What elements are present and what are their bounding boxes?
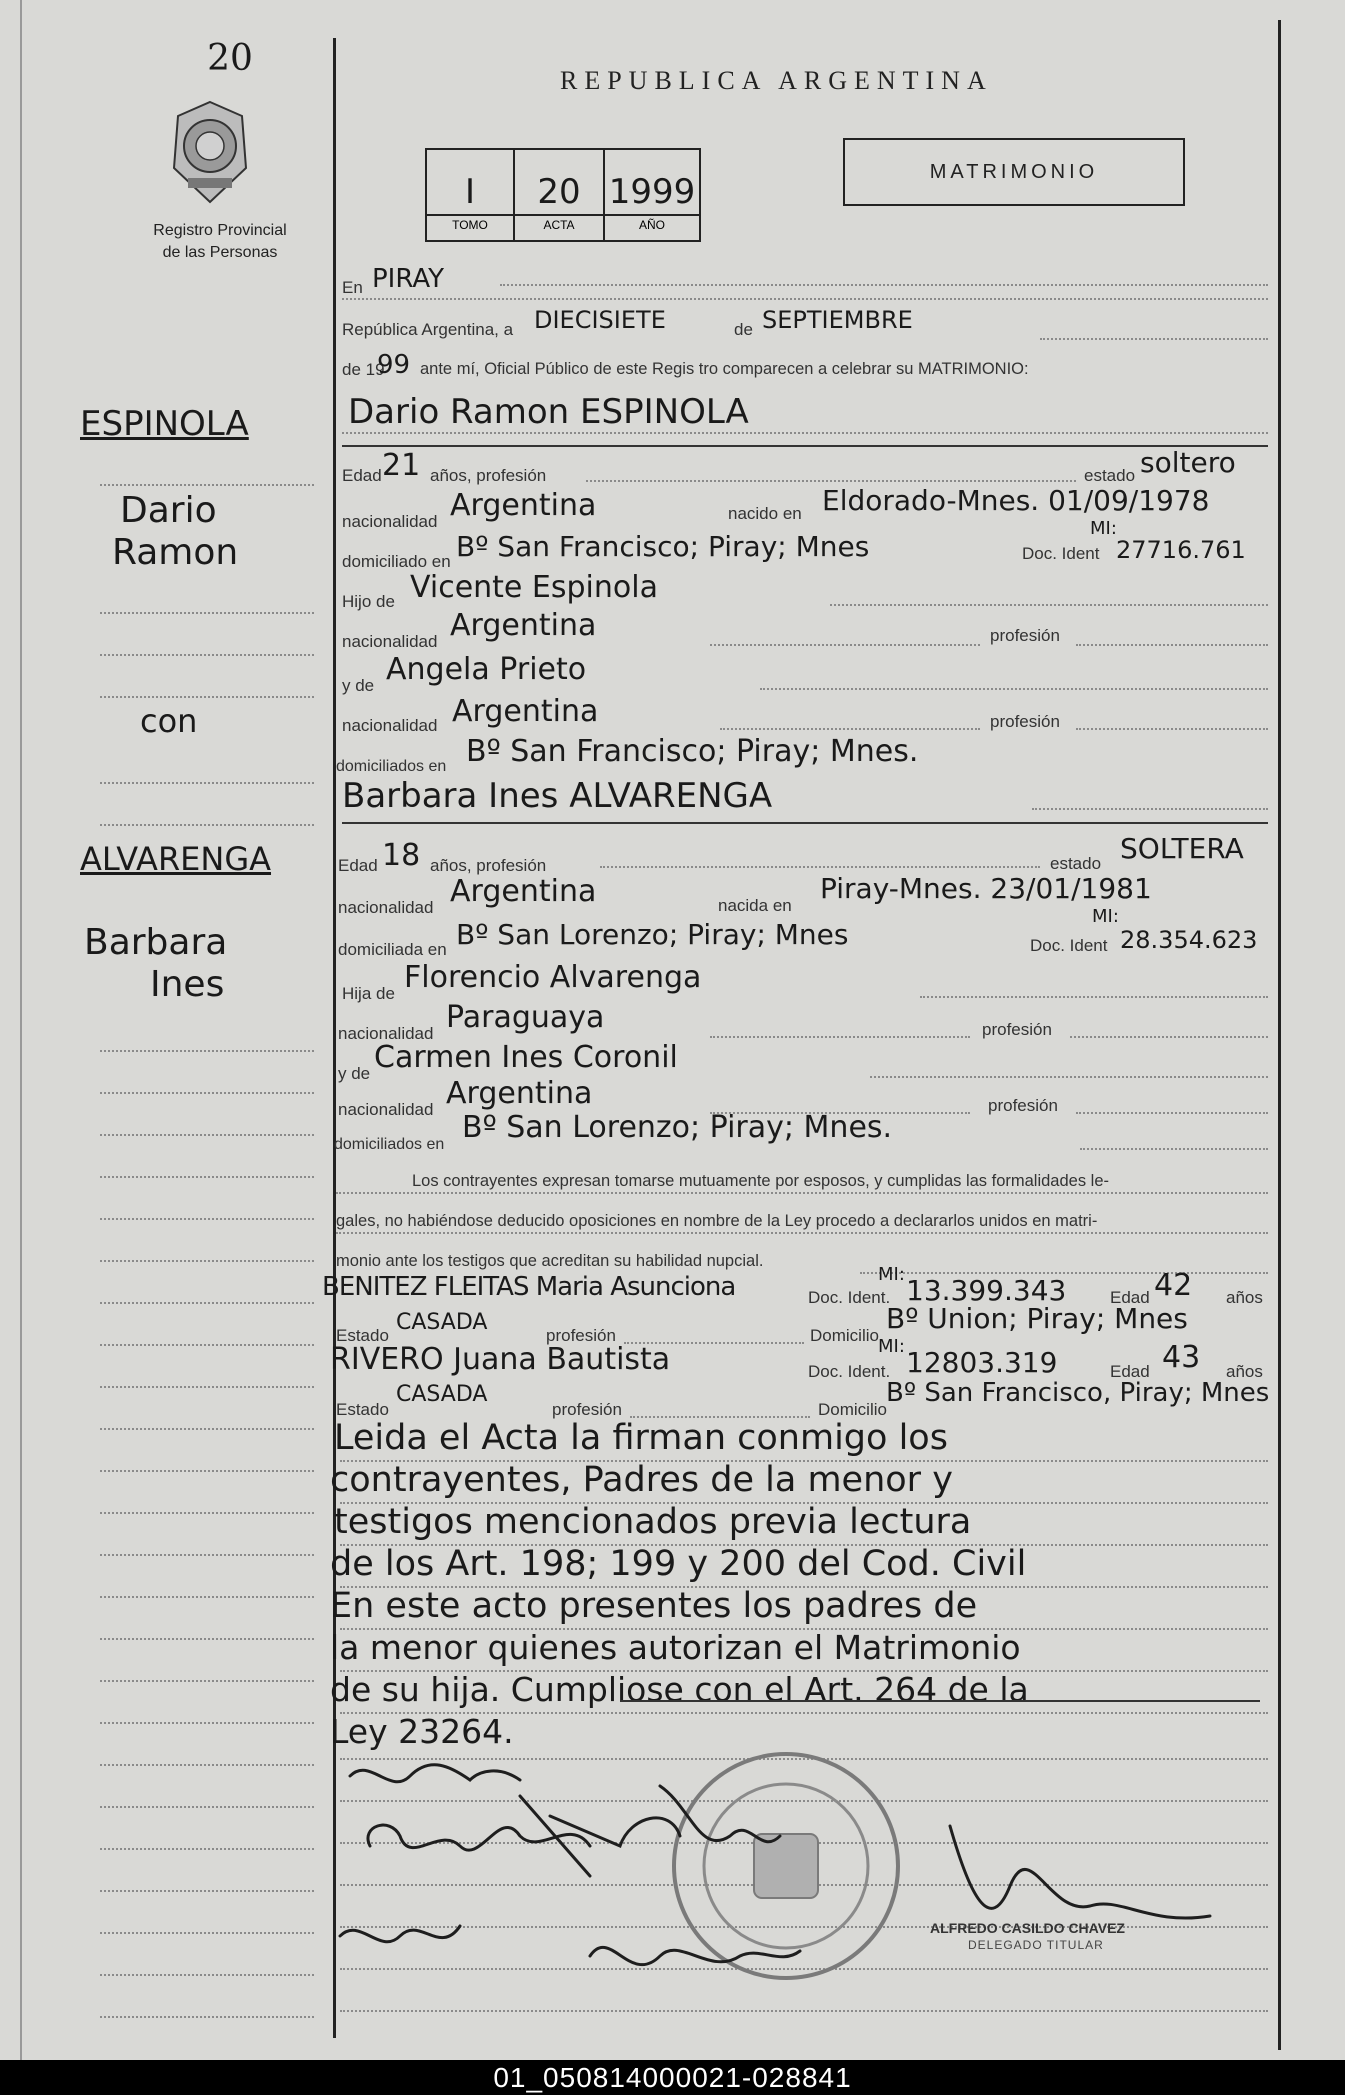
margin-bride-surname: ALVARENGA xyxy=(80,840,272,878)
bride-mother: Carmen Ines Coronil xyxy=(374,1040,678,1075)
groom-mother-nac: Argentina xyxy=(452,694,599,729)
margin-groom-name1: Dario xyxy=(120,490,217,531)
bride-nacionalidad-label: nacionalidad xyxy=(338,898,434,917)
groom-doc-label: Doc. Ident xyxy=(1022,544,1100,563)
witness1-doc-prefix: MI: xyxy=(878,1264,905,1285)
groom-y-de-label: y de xyxy=(342,676,375,695)
witness2-estado: CASADA xyxy=(396,1382,488,1407)
year-suffix: 99 xyxy=(377,350,411,380)
republica-label: República Argentina, a xyxy=(342,320,514,339)
groom-edad-label: Edad xyxy=(342,466,382,485)
declaration-line2: gales, no habiéndose deducido oposiciones en nombre de la Ley procedo a declararlos unidos en matri- xyxy=(336,1212,1098,1230)
intro-text: ante mí, Oficial Público de este Regis tro comparecen a celebrar su MATRIMONIO: xyxy=(420,360,1029,378)
margin-groom-name2: Ramon xyxy=(112,532,239,573)
witness2-domicilio-label: Domicilio xyxy=(818,1400,887,1419)
bride-parents-dom: Bº San Lorenzo; Piray; Mnes. xyxy=(462,1110,893,1145)
bride-domiciliada-label: domiciliada en xyxy=(338,940,447,959)
month-value: SEPTIEMBRE xyxy=(762,306,913,334)
groom-parents-dom: Bº San Francisco; Piray; Mnes. xyxy=(466,734,919,769)
declaration-line3: monio ante los testigos que acreditan su habilidad nupcial. xyxy=(336,1252,764,1270)
witness1-edad-label: Edad xyxy=(1110,1288,1150,1307)
groom-mother: Angela Prieto xyxy=(386,652,587,687)
bride-nacionalidad: Argentina xyxy=(450,874,597,909)
bride-mother-nac-label: nacionalidad xyxy=(338,1100,434,1119)
bride-estado-label: estado xyxy=(1050,854,1102,873)
groom-father-nac: Argentina xyxy=(450,608,597,643)
groom-estado: soltero xyxy=(1140,446,1236,479)
acta-label: ACTA xyxy=(543,218,575,232)
groom-domiciliado-label: domiciliado en xyxy=(342,552,451,571)
margin-bride-name1: Barbara xyxy=(84,922,228,963)
page-number: 20 xyxy=(207,38,253,79)
bride-estado: SOLTERA xyxy=(1120,832,1244,865)
acta-value: 20 xyxy=(537,172,581,212)
witness1-estado-label: Estado xyxy=(336,1326,389,1345)
witness2-edad-label: Edad xyxy=(1110,1362,1150,1381)
groom-age: 21 xyxy=(382,448,421,483)
image-id-footer: 01_050814000021-028841 xyxy=(0,2060,1345,2095)
declaration-line1: Los contrayentes expresan tomarse mutuamente por esposos, y cumplidas las formalidades le- xyxy=(412,1172,1110,1190)
year-prefix: de 19 xyxy=(342,360,385,379)
bride-mother-prof-label: profesión xyxy=(988,1096,1058,1115)
witness1-estado: CASADA xyxy=(396,1310,488,1335)
left-binding-line xyxy=(20,0,22,2060)
margin-con: con xyxy=(140,702,198,740)
signatures-drawing xyxy=(330,1736,1270,2026)
note-line-1: Leida el Acta la firman conmigo los xyxy=(334,1418,948,1458)
witness1-domicilio: Bº Union; Piray; Mnes xyxy=(886,1302,1188,1335)
en-label: En xyxy=(342,278,363,297)
groom-father: Vicente Espinola xyxy=(410,570,658,605)
groom-birth: Eldorado-Mnes. 01/09/1978 xyxy=(822,484,1210,517)
witness2-estado-label: Estado xyxy=(336,1400,389,1419)
bride-birth: Piray-Mnes. 23/01/1981 xyxy=(820,872,1152,905)
registry-name-line1: Registro Provincial xyxy=(153,222,287,239)
ano-value: 1999 xyxy=(608,172,696,212)
witness2-name: RIVERO Juana Bautista xyxy=(330,1342,671,1377)
groom-nacionalidad-label: nacionalidad xyxy=(342,512,438,531)
groom-doc: 27716.761 xyxy=(1116,536,1246,564)
groom-full-name: Dario Ramon ESPINOLA xyxy=(348,392,749,432)
groom-estado-label: estado xyxy=(1084,466,1136,485)
official-title: DELEGADO TITULAR xyxy=(968,1938,1104,1952)
witness2-anos-label: años xyxy=(1226,1362,1263,1381)
bride-anos-profesion-label: años, profesión xyxy=(430,856,547,875)
record-type-box xyxy=(843,138,1185,206)
groom-father-prof-label: profesión xyxy=(990,626,1060,645)
bride-parents-dom-label: domiciliados en xyxy=(334,1136,445,1153)
bride-father: Florencio Alvarenga xyxy=(404,960,702,995)
note-line-5: En este acto presentes los padres de xyxy=(330,1586,978,1626)
witness1-age: 42 xyxy=(1154,1268,1193,1303)
registry-name-line2: de las Personas xyxy=(162,244,278,261)
witness1-profesion-label: profesión xyxy=(546,1326,616,1345)
bride-full-name: Barbara Ines ALVARENGA xyxy=(342,776,773,816)
bride-hija-label: Hija de xyxy=(342,984,395,1003)
witness2-doc-label: Doc. Ident. xyxy=(808,1362,891,1381)
country-title: REPUBLICA ARGENTINA xyxy=(560,66,993,95)
bride-doc: 28.354.623 xyxy=(1120,926,1258,954)
right-border xyxy=(1278,20,1281,2050)
groom-hijo-label: Hijo de xyxy=(342,592,395,611)
bride-doc-prefix: MI: xyxy=(1092,906,1119,927)
witness1-name: BENITEZ FLEITAS Maria Asunciona xyxy=(322,1272,736,1302)
note-line-4: de los Art. 198; 199 y 200 del Cod. Civil xyxy=(330,1544,1027,1584)
groom-parents-dom-label: domiciliados en xyxy=(336,758,447,775)
margin-groom-surname: ESPINOLA xyxy=(80,404,249,444)
witness1-doc: 13.399.343 xyxy=(906,1274,1067,1307)
tomo-label: TOMO xyxy=(452,218,488,232)
witness1-domicilio-label: Domicilio xyxy=(810,1326,879,1345)
groom-doc-prefix: MI: xyxy=(1090,518,1117,539)
bride-father-prof-label: profesión xyxy=(982,1020,1052,1039)
day-de-label: de xyxy=(734,320,753,339)
registry-seal-icon xyxy=(168,98,252,208)
bride-section-top-rule xyxy=(342,822,1268,824)
witness2-domicilio: Bº San Francisco, Piray; Mnes xyxy=(886,1378,1270,1408)
witness2-doc: 12803.319 xyxy=(906,1346,1058,1379)
witness2-doc-prefix: MI: xyxy=(878,1336,905,1357)
official-name: ALFREDO CASILDO CHAVEZ xyxy=(930,1920,1125,1936)
ano-label: AÑO xyxy=(638,218,665,232)
groom-domicilio: Bº San Francisco; Piray; Mnes xyxy=(456,530,870,563)
bride-age: 18 xyxy=(382,838,421,873)
note-line-8: Ley 23264. xyxy=(330,1712,514,1751)
note-line-6: la menor quienes autorizan el Matrimonio xyxy=(330,1628,1021,1667)
groom-mother-prof-label: profesión xyxy=(990,712,1060,731)
groom-mother-nac-label: nacionalidad xyxy=(342,716,438,735)
bride-doc-label: Doc. Ident xyxy=(1030,936,1108,955)
witness2-profesion-label: profesión xyxy=(552,1400,622,1419)
groom-nacido-label: nacido en xyxy=(728,504,802,523)
notes-end-rule xyxy=(620,1700,1260,1702)
bride-domicilio: Bº San Lorenzo; Piray; Mnes xyxy=(456,918,849,951)
margin-bride-name2: Ines xyxy=(150,964,225,1005)
place-value: PIRAY xyxy=(372,264,445,294)
groom-father-nac-label: nacionalidad xyxy=(342,632,438,651)
note-line-2: contrayentes, Padres de la menor y xyxy=(330,1460,953,1500)
record-type: MATRIMONIO xyxy=(929,161,1099,183)
groom-anos-profesion-label: años, profesión xyxy=(430,466,547,485)
record-number-box xyxy=(425,148,701,242)
bride-nacida-label: nacida en xyxy=(718,896,792,915)
groom-nacionalidad: Argentina xyxy=(450,488,597,523)
bride-edad-label: Edad xyxy=(338,856,378,875)
bride-father-nac: Paraguaya xyxy=(446,1000,605,1035)
bride-y-de-label: y de xyxy=(338,1064,371,1083)
note-line-7: de su hija. Cumpliose con el Art. 264 de la xyxy=(330,1670,1029,1709)
tomo-value: I xyxy=(464,172,476,212)
witness1-doc-label: Doc. Ident. xyxy=(808,1288,891,1307)
bride-mother-nac: Argentina xyxy=(446,1076,593,1111)
bride-father-nac-label: nacionalidad xyxy=(338,1024,434,1043)
groom-section-top-rule xyxy=(342,445,1268,447)
witness2-age: 43 xyxy=(1162,1340,1201,1375)
note-line-3: testigos mencionados previa lectura xyxy=(334,1502,972,1542)
witness1-anos-label: años xyxy=(1226,1288,1263,1307)
day-value: DIECISIETE xyxy=(534,306,666,334)
